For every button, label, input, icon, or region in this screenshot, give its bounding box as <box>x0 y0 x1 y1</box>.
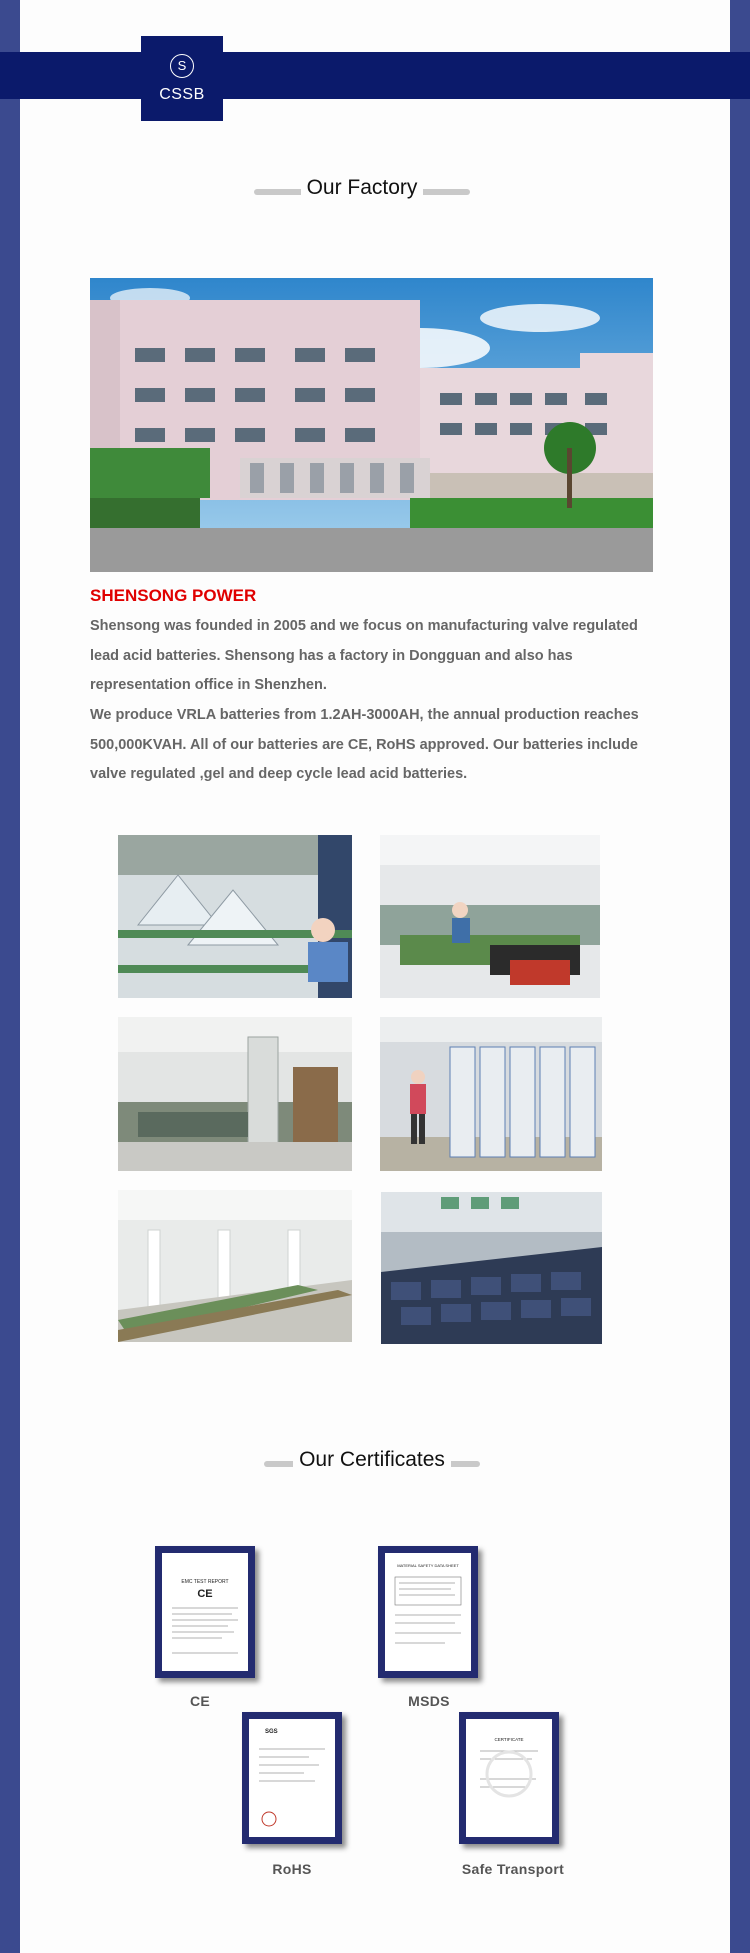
svg-text:SGS: SGS <box>265 1729 278 1735</box>
svg-text:EMC TEST REPORT: EMC TEST REPORT <box>181 1579 229 1585</box>
logo-text: CSSB <box>159 86 205 103</box>
logo[interactable] <box>141 36 223 121</box>
intro-paragraph-2: We produce VRLA batteries from 1.2AH-3000AH, the annual production reaches 500,000KVAH. All of our batteries are CE, RoHS approved. Our batteries include valve regulated ,gel and deep cycle lead acid batteries. <box>90 707 639 782</box>
certificate-label-ce: CE <box>189 1693 211 1709</box>
header-band <box>0 52 750 99</box>
certificate-safe-transport[interactable] <box>459 1712 559 1844</box>
workshop-photo <box>381 1192 602 1344</box>
certificate-document <box>385 1553 471 1671</box>
workshop-photo <box>118 835 352 998</box>
certificates-heading <box>264 1448 480 1478</box>
certificate-label-safe-transport: Safe Transport <box>461 1861 565 1877</box>
workshop-photo <box>380 1017 602 1171</box>
intro-paragraph-1: Shensong was founded in 2005 and we focus on manufacturing valve regulated lead acid batteries. Shensong has a factory in Dongguan and also has representation office in Shenzhen. <box>90 618 638 693</box>
certificate-document <box>249 1719 335 1837</box>
factory-heading <box>254 176 470 206</box>
svg-text:CERTIFICATE: CERTIFICATE <box>494 1737 524 1742</box>
logo-mark-icon: S <box>170 54 194 78</box>
certificate-label-msds: MSDS <box>408 1693 450 1709</box>
factory-main-photo <box>90 278 653 572</box>
svg-text:MATERIAL SAFETY DATA SHEET: MATERIAL SAFETY DATA SHEET <box>397 1563 459 1568</box>
certificate-label-rohs: RoHS <box>272 1861 312 1877</box>
certificate-document <box>466 1719 552 1837</box>
certificates-heading-label: Our Certificates <box>293 1448 451 1471</box>
certificate-document <box>162 1553 248 1671</box>
company-name: SHENSONG POWER <box>90 586 257 605</box>
workshop-photo <box>118 1017 352 1171</box>
certificate-rohs[interactable] <box>242 1712 342 1844</box>
certificate-msds[interactable] <box>378 1546 478 1678</box>
workshop-photo <box>118 1190 352 1342</box>
svg-text:CE: CE <box>197 1588 213 1600</box>
certificate-ce[interactable] <box>155 1546 255 1678</box>
workshop-photo <box>380 835 600 998</box>
factory-heading-label: Our Factory <box>301 176 424 199</box>
